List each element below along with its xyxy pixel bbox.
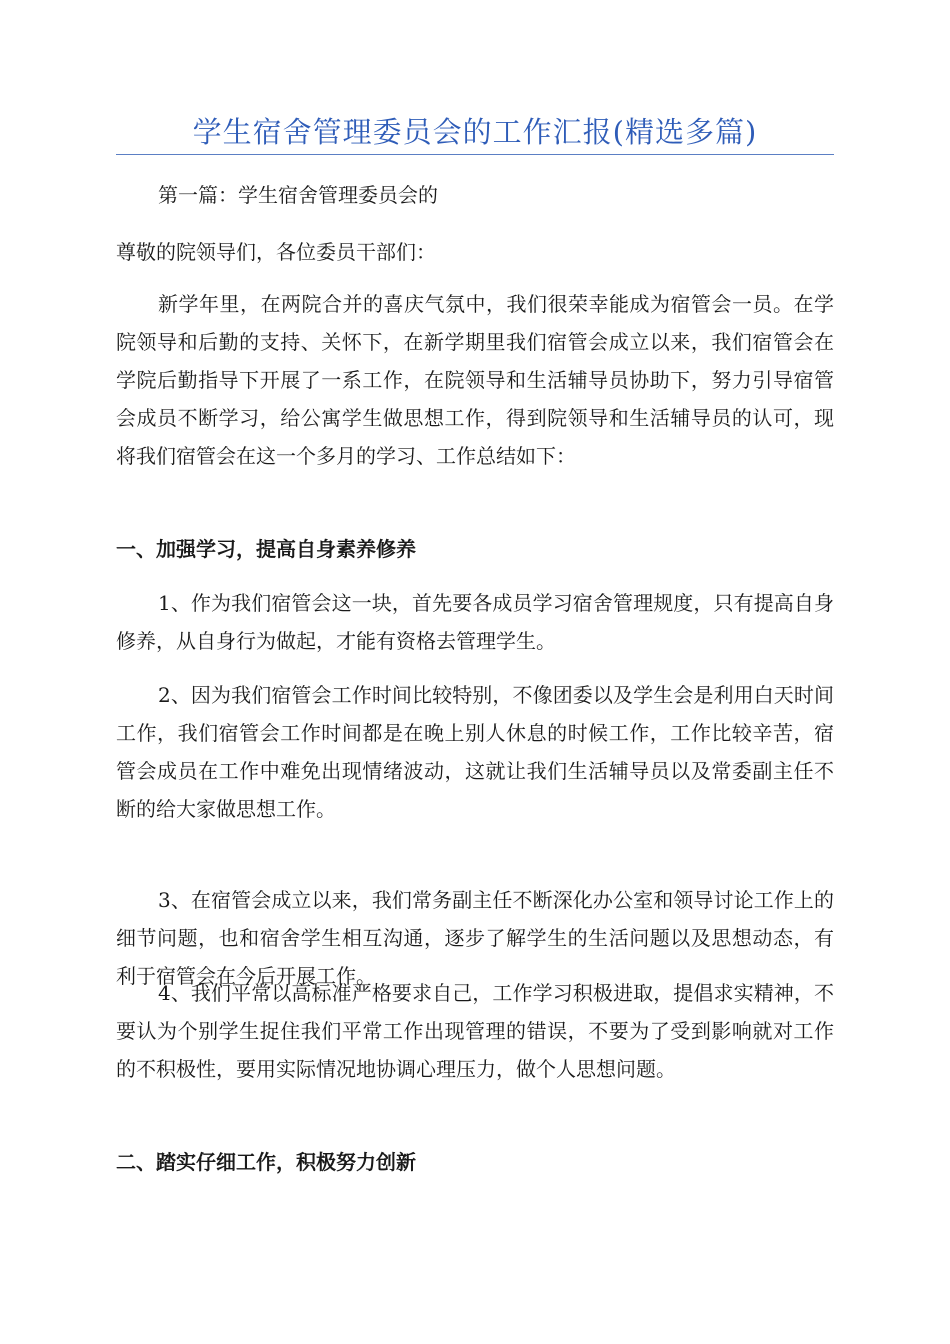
document-title: 学生宿舍管理委员会的工作汇报(精选多篇)	[192, 115, 758, 149]
list-item-1: 1、作为我们宿管会这一块，首先要各成员学习宿舍管理规度，只有提高自身修养，从自身行为做起，才能有资格去管理学生。	[116, 591, 834, 653]
section-heading-1: 一、加强学习，提高自身素养修养	[116, 537, 416, 561]
list-item-3: 3、在宿管会成立以来，我们常务副主任不断深化办公室和领导讨论工作上的细节问题，也和宿舍学生相互沟通，逐步了解学生的生活问题以及思想动态，有利于宿管会在今后开展工作。	[116, 888, 834, 988]
intro-paragraph: 新学年里，在两院合并的喜庆气氛中，我们很荣幸能成为宿管会一员。在学院领导和后勤的支持、关怀下，在新学期里我们宿管会成立以来，我们宿管会在学院后勤指导下开展了一系工作，在院领导和生活辅导员协助下，努力引导宿管会成员不断学习，给公寓学生做思想工作，得到院领导和生活辅导员的认可，现将我们宿管会在这一个多月的学习、工作总结如下：	[116, 292, 834, 468]
list-item-2: 2、因为我们宿管会工作时间比较特别，不像团委以及学生会是利用白天时间工作，我们宿管会工作时间都是在晚上别人休息的时候工作，工作比较辛苦，宿管会成员在工作中难免出现情绪波动，这就让我们生活辅导员以及常委副主任不断的给大家做思想工作。	[116, 683, 834, 821]
title-underline	[116, 154, 834, 155]
salutation: 尊敬的院领导们，各位委员干部们：	[116, 240, 436, 264]
list-item-4: 4、我们平常以高标准严格要求自己，工作学习积极进取，提倡求实精神，不要认为个别学生捉住我们平常工作出现管理的错误，不要为了受到影响就对工作的不积极性，要用实际情况地协调心理压力，做个人思想问题。	[116, 981, 834, 1081]
part-title: 第一篇：学生宿舍管理委员会的	[158, 183, 438, 207]
section-heading-2: 二、踏实仔细工作，积极努力创新	[116, 1150, 416, 1174]
